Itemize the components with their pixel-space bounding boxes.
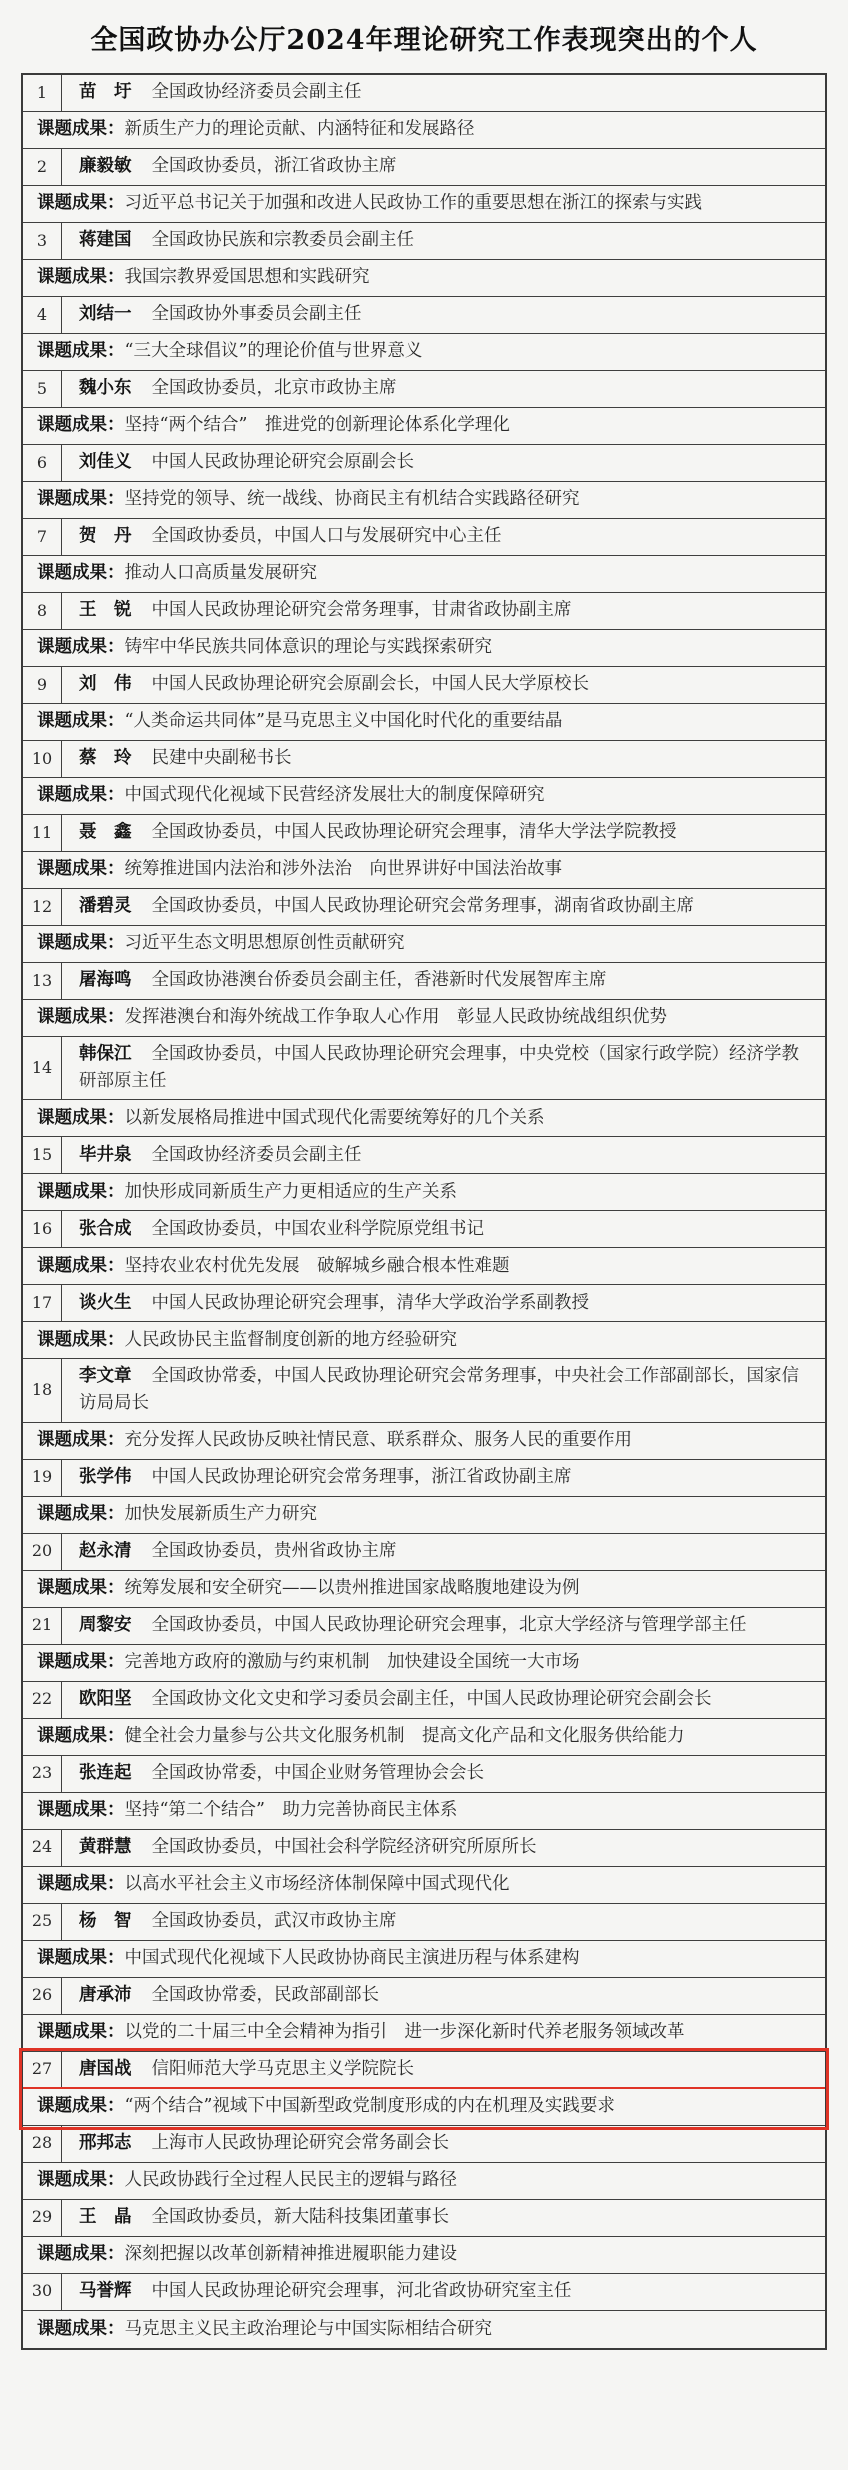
person-cell <box>62 1608 825 1643</box>
entry-name-row <box>23 1904 825 1941</box>
person-name: 聂 鑫 <box>79 822 132 843</box>
entry-name-row <box>23 815 825 852</box>
person-title: 中国人民政协理论研究会理事，河北省政协研究室主任 <box>151 2281 572 2302</box>
entry-name-row <box>23 963 825 1000</box>
result-row <box>23 2089 825 2126</box>
result-row <box>23 2015 825 2052</box>
result-row <box>23 556 825 593</box>
entry-name-row <box>23 1756 825 1793</box>
result-label: 课题成果： <box>37 2318 125 2339</box>
person-name: 李文章 <box>79 1366 132 1387</box>
result-label: 课题成果： <box>37 637 125 658</box>
person-name: 张连起 <box>79 1762 132 1783</box>
entry-number: 18 <box>23 1359 62 1421</box>
person-title: 全国政协常委，中国企业财务管理协会会长 <box>151 1762 484 1783</box>
result-label: 课题成果： <box>37 2096 125 2117</box>
person-name: 蒋建国 <box>79 230 132 251</box>
entry <box>23 963 825 1037</box>
person-name: 刘结一 <box>79 304 132 325</box>
result-row <box>23 778 825 815</box>
person-cell <box>62 75 825 110</box>
entry-number: 13 <box>23 963 62 999</box>
roster-table <box>21 73 827 2350</box>
result-text: 习近平生态文明思想原创性贡献研究 <box>124 933 405 954</box>
result-text: 以党的二十届三中全会精神为指引 进一步深化新时代养老服务领域改革 <box>124 2021 685 2042</box>
result-label: 课题成果： <box>37 119 125 140</box>
person-cell <box>62 223 825 258</box>
person-title: 全国政协委员，中国社会科学院经济研究所原所长 <box>151 1836 537 1857</box>
entry-name-row <box>23 371 825 408</box>
result-text: 加快发展新质生产力研究 <box>124 1503 317 1524</box>
entry-name-row <box>23 1608 825 1645</box>
person-cell <box>62 1534 825 1569</box>
person-title: 全国政协委员，贵州省政协主席 <box>151 1540 397 1561</box>
result-text: 人民政协民主监督制度创新的地方经验研究 <box>124 1329 457 1350</box>
entry-name-row <box>23 297 825 334</box>
person-cell <box>62 2052 825 2087</box>
result-label: 课题成果： <box>37 489 125 510</box>
result-label: 课题成果： <box>37 1725 125 1746</box>
person-cell <box>62 149 825 184</box>
result-label: 课题成果： <box>37 2170 125 2191</box>
result-text: 完善地方政府的激励与约束机制 加快建设全国统一大市场 <box>124 1651 580 1672</box>
person-name: 廉毅敏 <box>79 156 132 177</box>
entry-name-row <box>23 75 825 112</box>
entry <box>23 1137 825 1211</box>
result-label: 课题成果： <box>37 1577 125 1598</box>
entry <box>23 1534 825 1608</box>
entry-number: 30 <box>23 2274 62 2310</box>
entry <box>23 1211 825 1285</box>
entry <box>23 149 825 223</box>
result-text: 习近平总书记关于加强和改进人民政协工作的重要思想在浙江的探索与实践 <box>124 193 702 214</box>
result-label: 课题成果： <box>37 1255 125 1276</box>
entry-number: 22 <box>23 1682 62 1718</box>
person-title: 中国人民政协理论研究会常务理事，甘肃省政协副主席 <box>151 600 572 621</box>
entry-number: 12 <box>23 889 62 925</box>
result-text: 人民政协践行全过程人民民主的逻辑与路径 <box>124 2170 457 2191</box>
result-text: 坚持农业农村优先发展 破解城乡融合根本性难题 <box>124 1255 510 1276</box>
person-name: 潘碧灵 <box>79 896 132 917</box>
person-name: 贺 丹 <box>79 526 132 547</box>
entry <box>23 1608 825 1682</box>
entry-number: 3 <box>23 223 62 259</box>
person-name: 马誉辉 <box>79 2281 132 2302</box>
person-title: 全国政协文化文史和学习委员会副主任，中国人民政协理论研究会副会长 <box>151 1688 712 1709</box>
result-text: 深刻把握以改革创新精神推进履职能力建设 <box>124 2244 457 2265</box>
result-label: 课题成果： <box>37 933 125 954</box>
person-name: 张学伟 <box>79 1466 132 1487</box>
result-row <box>23 334 825 371</box>
result-row <box>23 186 825 223</box>
result-text: 新质生产力的理论贡献、内涵特征和发展路径 <box>124 119 475 140</box>
entry-name-row <box>23 1037 825 1100</box>
entry <box>23 445 825 519</box>
result-text: “三大全球倡议”的理论价值与世界意义 <box>124 341 423 362</box>
result-label: 课题成果： <box>37 563 125 584</box>
entry <box>23 667 825 741</box>
result-label: 课题成果： <box>37 1873 125 1894</box>
person-title: 全国政协委员，中国人民政协理论研究会理事，中央党校（国家行政学院）经济学教研部原主任 <box>79 1044 799 1092</box>
person-cell <box>62 1978 825 2013</box>
result-label: 课题成果： <box>37 1181 125 1202</box>
entry <box>23 297 825 371</box>
person-cell <box>62 963 825 998</box>
person-cell <box>62 1037 825 1099</box>
entry-name-row <box>23 1830 825 1867</box>
person-title: 全国政协委员，中国人口与发展研究中心主任 <box>151 526 502 547</box>
entry-name-row <box>23 1534 825 1571</box>
person-name: 蔡 玲 <box>79 748 132 769</box>
person-cell <box>62 2126 825 2161</box>
result-row <box>23 1100 825 1137</box>
entry-number: 7 <box>23 519 62 555</box>
result-row <box>23 630 825 667</box>
result-text: 发挥港澳台和海外统战工作争取人心作用 彰显人民政协统战组织优势 <box>124 1007 667 1028</box>
entry-name-row <box>23 2052 825 2089</box>
entry-name-row <box>23 223 825 260</box>
result-label: 课题成果： <box>37 1947 125 1968</box>
person-cell <box>62 1756 825 1791</box>
person-name: 唐国战 <box>79 2058 132 2079</box>
result-text: 坚持“两个结合” 推进党的创新理论体系化学理化 <box>124 415 510 436</box>
person-cell <box>62 2200 825 2235</box>
person-name: 谈火生 <box>79 1292 132 1313</box>
result-label: 课题成果： <box>37 2244 125 2265</box>
entry-number: 29 <box>23 2200 62 2236</box>
entry-number: 28 <box>23 2126 62 2162</box>
person-name: 黄群慧 <box>79 1836 132 1857</box>
person-title: 全国政协经济委员会副主任 <box>151 1144 362 1165</box>
entry-number: 19 <box>23 1460 62 1496</box>
result-row <box>23 1645 825 1682</box>
result-label: 课题成果： <box>37 193 125 214</box>
entry-number: 4 <box>23 297 62 333</box>
entry-number: 25 <box>23 1904 62 1940</box>
result-row <box>23 1719 825 1756</box>
person-cell <box>62 1138 825 1173</box>
entry-number: 20 <box>23 1534 62 1570</box>
result-row <box>23 1793 825 1830</box>
result-text: 推动人口高质量发展研究 <box>124 563 317 584</box>
result-text: 中国式现代化视域下民营经济发展壮大的制度保障研究 <box>124 785 545 806</box>
person-title: 上海市人民政协理论研究会常务副会长 <box>151 2133 449 2154</box>
entry-name-row <box>23 1211 825 1248</box>
person-cell <box>62 1904 825 1939</box>
person-cell <box>62 1830 825 1865</box>
person-cell <box>62 1460 825 1495</box>
person-title: 中国人民政协理论研究会常务理事，浙江省政协副主席 <box>151 1466 572 1487</box>
person-title: 中国人民政协理论研究会原副会长 <box>151 452 414 473</box>
entry-number: 5 <box>23 371 62 407</box>
person-cell <box>62 667 825 702</box>
entry <box>23 2274 825 2348</box>
result-label: 课题成果： <box>37 2021 125 2042</box>
entry-number: 27 <box>23 2052 62 2087</box>
result-row <box>23 1497 825 1534</box>
person-title: 全国政协民族和宗教委员会副主任 <box>151 230 414 251</box>
result-label: 课题成果： <box>37 341 125 362</box>
result-label: 课题成果： <box>37 267 125 288</box>
entry-number: 2 <box>23 149 62 185</box>
entry <box>23 1904 825 1978</box>
entry-number: 26 <box>23 1978 62 2014</box>
result-row <box>23 852 825 889</box>
entry <box>23 75 825 149</box>
entry-name-row <box>23 741 825 778</box>
person-title: 全国政协常委，中国人民政协理论研究会常务理事，中央社会工作部副部长，国家信访局局长 <box>79 1366 799 1414</box>
result-label: 课题成果： <box>37 415 125 436</box>
entry-name-row <box>23 667 825 704</box>
entry-name-row <box>23 1359 825 1422</box>
entry-number: 23 <box>23 1756 62 1792</box>
person-title: 全国政协港澳台侨委员会副主任，香港新时代发展智库主席 <box>151 970 607 991</box>
entry-number: 9 <box>23 667 62 703</box>
person-title: 全国政协委员，北京市政协主席 <box>151 378 397 399</box>
person-title: 全国政协委员，武汉市政协主席 <box>151 1910 397 1931</box>
entry-name-row <box>23 1285 825 1322</box>
person-cell <box>62 519 825 554</box>
person-title: 中国人民政协理论研究会原副会长，中国人民大学原校长 <box>151 674 589 695</box>
entry-number: 1 <box>23 75 62 111</box>
person-title: 民建中央副秘书长 <box>151 748 292 769</box>
person-name: 邢邦志 <box>79 2133 132 2154</box>
result-row <box>23 926 825 963</box>
person-name: 韩保江 <box>79 1044 132 1064</box>
entry <box>23 2200 825 2274</box>
result-text: “人类命运共同体”是马克思主义中国化时代化的重要结晶 <box>124 711 563 732</box>
person-name: 唐承沛 <box>79 1984 132 2005</box>
person-name: 王 晶 <box>79 2207 132 2228</box>
result-row <box>23 1174 825 1211</box>
entry-name-row <box>23 149 825 186</box>
result-text: 以高水平社会主义市场经济体制保障中国式现代化 <box>124 1873 510 1894</box>
entry <box>23 371 825 445</box>
person-title: 全国政协委员，中国人民政协理论研究会理事，北京大学经济与管理学部主任 <box>151 1614 747 1635</box>
entry <box>23 1682 825 1756</box>
person-cell <box>62 2274 825 2309</box>
result-text: 统筹发展和安全研究——以贵州推进国家战略腹地建设为例 <box>124 1577 580 1598</box>
entry-number: 10 <box>23 741 62 777</box>
result-row <box>23 1000 825 1037</box>
person-cell <box>62 297 825 332</box>
result-label: 课题成果： <box>37 1503 125 1524</box>
entry-number: 15 <box>23 1137 62 1173</box>
person-cell <box>62 1359 825 1421</box>
person-name: 张合成 <box>79 1218 132 1239</box>
person-name: 杨 智 <box>79 1910 132 1931</box>
entry <box>23 1359 825 1459</box>
entry <box>23 1830 825 1904</box>
entry-number: 17 <box>23 1285 62 1321</box>
result-row <box>23 482 825 519</box>
entry-name-row <box>23 1978 825 2015</box>
entry <box>23 741 825 815</box>
entry-number: 8 <box>23 593 62 629</box>
entry <box>23 889 825 963</box>
entry <box>23 1285 825 1359</box>
person-name: 赵永清 <box>79 1540 132 1561</box>
entry-name-row <box>23 889 825 926</box>
result-row <box>23 1941 825 1978</box>
result-label: 课题成果： <box>37 1429 125 1450</box>
person-title: 全国政协委员，浙江省政协主席 <box>151 156 397 177</box>
person-name: 毕井泉 <box>79 1144 132 1165</box>
result-row <box>23 704 825 741</box>
entry-name-row <box>23 445 825 482</box>
person-cell <box>62 445 825 480</box>
entry-number: 11 <box>23 815 62 851</box>
person-title: 中国人民政协理论研究会理事，清华大学政治学系副教授 <box>151 1292 589 1313</box>
result-text: 马克思主义民主政治理论与中国实际相结合研究 <box>124 2318 492 2339</box>
person-title: 全国政协经济委员会副主任 <box>151 82 362 103</box>
result-text: 加快形成同新质生产力更相适应的生产关系 <box>124 1181 457 1202</box>
result-label: 课题成果： <box>37 785 125 806</box>
entry <box>23 1460 825 1534</box>
person-cell <box>62 593 825 628</box>
person-name: 屠海鸣 <box>79 970 132 991</box>
result-label: 课题成果： <box>37 1799 125 1820</box>
person-cell <box>62 815 825 850</box>
person-name: 周黎安 <box>79 1614 132 1635</box>
result-label: 课题成果： <box>37 1107 125 1128</box>
entry-number: 24 <box>23 1830 62 1866</box>
entry-name-row <box>23 1682 825 1719</box>
person-title: 信阳师范大学马克思主义学院院长 <box>151 2058 414 2079</box>
result-text: “两个结合”视域下中国新型政党制度形成的内在机理及实践要求 <box>124 2096 615 2117</box>
person-cell <box>62 1286 825 1321</box>
entry-number: 16 <box>23 1211 62 1247</box>
person-title: 全国政协常委，民政部副部长 <box>151 1984 379 2005</box>
page-title: 全国政协办公厅2024年理论研究工作表现突出的个人 <box>90 25 758 56</box>
person-cell <box>62 741 825 776</box>
result-row <box>23 408 825 445</box>
person-title: 全国政协委员，新大陆科技集团董事长 <box>151 2207 449 2228</box>
person-title: 全国政协委员，中国农业科学院原党组书记 <box>151 1218 484 1239</box>
result-row <box>23 1423 825 1460</box>
result-row <box>23 1322 825 1359</box>
person-name: 刘佳义 <box>79 452 132 473</box>
entry <box>23 1978 825 2052</box>
result-text: 铸牢中华民族共同体意识的理论与实践探索研究 <box>124 637 492 658</box>
person-cell <box>62 371 825 406</box>
person-cell <box>62 1682 825 1717</box>
result-label: 课题成果： <box>37 1651 125 1672</box>
entry-name-row <box>23 1137 825 1174</box>
entry-name-row <box>23 2126 825 2163</box>
entry <box>23 223 825 297</box>
person-name: 欧阳坚 <box>79 1688 132 1709</box>
result-text: 健全社会力量参与公共文化服务机制 提高文化产品和文化服务供给能力 <box>124 1725 685 1746</box>
entry <box>23 815 825 889</box>
entry-name-row <box>23 2200 825 2237</box>
result-text: 我国宗教界爱国思想和实践研究 <box>124 267 370 288</box>
entry-highlighted <box>23 2052 825 2126</box>
result-text: 统筹推进国内法治和涉外法治 向世界讲好中国法治故事 <box>124 859 562 880</box>
person-name: 魏小东 <box>79 378 132 399</box>
entry-number: 14 <box>23 1037 62 1099</box>
entry-name-row <box>23 519 825 556</box>
person-name: 刘 伟 <box>79 674 132 695</box>
entry-number: 6 <box>23 445 62 481</box>
result-label: 课题成果： <box>37 859 125 880</box>
entry <box>23 519 825 593</box>
result-label: 课题成果： <box>37 1007 125 1028</box>
person-title: 全国政协委员，中国人民政协理论研究会常务理事，湖南省政协副主席 <box>151 896 694 917</box>
result-row <box>23 1571 825 1608</box>
entry-name-row <box>23 593 825 630</box>
result-row <box>23 1248 825 1285</box>
entry <box>23 2126 825 2200</box>
result-label: 课题成果： <box>37 711 125 732</box>
result-row <box>23 2237 825 2274</box>
person-cell <box>62 889 825 924</box>
result-text: 坚持“第二个结合” 助力完善协商民主体系 <box>124 1799 458 1820</box>
person-name: 苗 圩 <box>79 82 132 103</box>
entry <box>23 1756 825 1830</box>
result-row <box>23 1867 825 1904</box>
person-title: 全国政协委员，中国人民政协理论研究会理事，清华大学法学院教授 <box>151 822 677 843</box>
person-title: 全国政协外事委员会副主任 <box>151 304 362 325</box>
result-row <box>23 112 825 149</box>
entry-number: 21 <box>23 1608 62 1644</box>
person-name: 王 锐 <box>79 600 132 621</box>
result-text: 充分发挥人民政协反映社情民意、联系群众、服务人民的重要作用 <box>124 1429 632 1450</box>
entry <box>23 593 825 667</box>
result-label: 课题成果： <box>37 1329 125 1350</box>
result-text: 中国式现代化视域下人民政协协商民主演进历程与体系建构 <box>124 1947 580 1968</box>
result-text: 以新发展格局推进中国式现代化需要统筹好的几个关系 <box>124 1107 545 1128</box>
entry-name-row <box>23 1460 825 1497</box>
person-cell <box>62 1212 825 1247</box>
result-row <box>23 260 825 297</box>
result-row <box>23 2163 825 2200</box>
result-text: 坚持党的领导、统一战线、协商民主有机结合实践路径研究 <box>124 489 580 510</box>
result-row <box>23 2311 825 2348</box>
entry <box>23 1037 825 1137</box>
entry-name-row <box>23 2274 825 2311</box>
